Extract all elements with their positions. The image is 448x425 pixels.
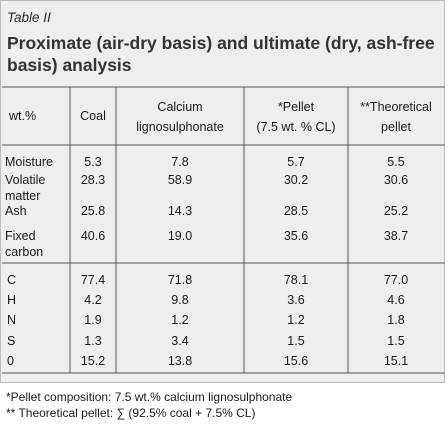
table-cell: 58.9 (167, 173, 193, 187)
table-cell: 15.2 (80, 354, 106, 368)
row-label: C (7, 273, 17, 287)
column-header: *Pellet (277, 100, 315, 114)
table-cell: 78.1 (283, 273, 309, 287)
column-header: wt.% (9, 109, 37, 123)
table-cell: 30.6 (383, 173, 409, 187)
table-cell: 1.5 (287, 334, 305, 348)
column-header: Calcium (157, 100, 203, 114)
table-cell: 35.6 (283, 229, 309, 243)
table-cell: 77.4 (80, 273, 106, 287)
table-cell: 15.1 (383, 354, 409, 368)
table-cell: 15.6 (283, 354, 309, 368)
table-cell: 28.3 (80, 173, 106, 187)
table-cell: 25.2 (383, 204, 409, 218)
table-cell: 1.2 (171, 313, 189, 327)
row-label: Moisture (5, 155, 53, 169)
column-header: pellet (381, 120, 411, 134)
table-cell: 5.7 (287, 155, 305, 169)
row-label: 0 (7, 354, 14, 368)
row-label: Ash (5, 204, 27, 218)
table-label: Table II (7, 10, 51, 25)
row-label: Fixed (5, 229, 36, 243)
footnotes (6, 389, 292, 421)
table-cell: 71.8 (167, 273, 193, 287)
table-cell: 7.8 (171, 155, 189, 169)
table-cell: 14.3 (167, 204, 193, 218)
table-cell: 1.8 (387, 313, 405, 327)
table-cell: 25.8 (80, 204, 106, 218)
column-header: Coal (80, 109, 106, 123)
table-cell: 1.5 (387, 334, 405, 348)
row-label: H (7, 293, 17, 307)
row-label: S (7, 334, 16, 348)
table-cell: 3.6 (287, 293, 305, 307)
column-header: **Theoretical (360, 100, 432, 114)
row-label: N (7, 313, 17, 327)
table-cell: 19.0 (167, 229, 193, 243)
table-cell: 77.0 (383, 273, 409, 287)
table-cell: 40.6 (80, 229, 106, 243)
column-header: (7.5 wt. % CL) (256, 120, 336, 134)
row-label: carbon (5, 245, 44, 259)
table-title: Proximate (air-dry basis) and ultimate (dry, ash-free basis) analysis (7, 33, 435, 75)
row-label: Volatile (5, 173, 46, 187)
table-cell: 5.3 (84, 155, 102, 169)
table-cell: 4.2 (84, 293, 102, 307)
table-cell: 4.6 (387, 293, 405, 307)
footnote-theoretical: ** Theoretical pellet: ∑ (92.5% coal + 7.5% CL) (6, 406, 256, 420)
table-cell: 3.4 (171, 334, 189, 348)
table-cell: 13.8 (167, 354, 193, 368)
column-header: lignosulphonate (136, 120, 224, 134)
table-cell: 1.9 (84, 313, 102, 327)
table-cell: 5.5 (387, 155, 405, 169)
footnote-pellet: *Pellet composition: 7.5 wt.% calcium lignosulphonate (6, 390, 293, 404)
row-label: matter (5, 189, 41, 203)
table-cell: 28.5 (283, 204, 309, 218)
table-cell: 1.3 (84, 334, 102, 348)
table-cell: 38.7 (383, 229, 409, 243)
table-cell: 1.2 (287, 313, 305, 327)
table-cell: 9.8 (171, 293, 189, 307)
table-cell: 30.2 (283, 173, 309, 187)
